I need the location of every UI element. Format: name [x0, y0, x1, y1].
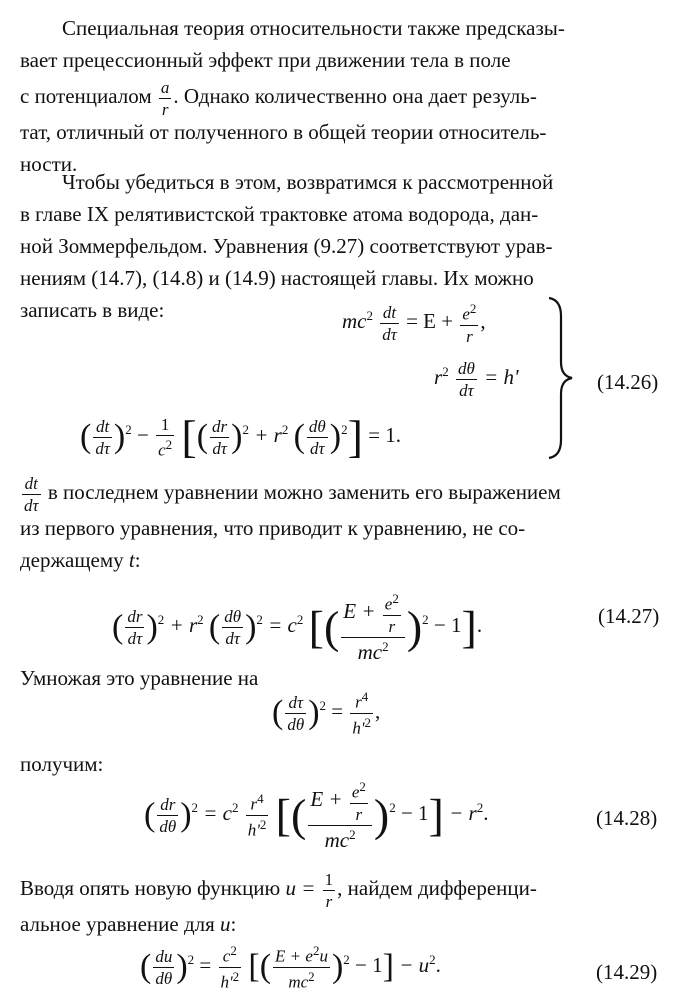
equation-number: (14.28): [596, 806, 658, 830]
text-line: получим:: [20, 752, 104, 776]
text-line: в последнем уравнении можно заменить его выражением: [47, 480, 561, 504]
inline-fraction-a-over-r: $\frac{a}{r}$: [160, 77, 170, 119]
paragraph-3: $\frac{dt}{d\tau}$ в последнем уравнении можно заменить его выражением из первого уравнения, что приводит к уравнению, не со- держащему t:: [20, 473, 561, 572]
equation-number: (14.26): [597, 370, 659, 394]
text-line: в главе IX релятивистской трактовке атома водорода, дан-: [20, 202, 539, 226]
text-line: записать в виде:: [20, 298, 165, 322]
text-line: Чтобы убедиться в этом, возвратимся к рассмотренной: [62, 170, 554, 194]
text-line: тат, отличный от полученного в общей теории относитель-: [20, 120, 547, 144]
text-line: вает прецессионный эффект при движении тела в поле: [20, 48, 511, 72]
equation-number: (14.29): [596, 960, 658, 984]
equation-14-26-line-1: $mc^2$ $\frac{dt}{d\tau}$ = E + $\frac{e^2}{r}$ ,: [342, 300, 486, 346]
equation-multiplier: ( $\frac{d\tau}{d\theta}$ )$^2$ = $\frac{r^4}{h'^2}$ ,: [272, 689, 381, 738]
equation-14-26-line-2: $r^2$ $\frac{d\theta}{d\tau}$ = h': [434, 358, 519, 400]
inline-fraction-dt-dtau: $\frac{dt}{d\tau}$: [24, 473, 39, 515]
equation-14-28: ( $\frac{dr}{d\theta}$ )$^2 = c^2$ $\frac{r^4}{h'^2}$ [( E + $\frac{e^2}{r}$ $mc^2$ )$^2 - 1] - r^2$.: [144, 779, 489, 852]
text-line: Специальная теория относительности также предсказы-: [62, 16, 565, 40]
text-line: нениям (14.7), (14.8) и (14.9) настоящей главы. Их можно: [20, 266, 534, 290]
text-line: держащему: [20, 548, 124, 572]
text-line: ности.: [20, 152, 78, 176]
paragraph-1: [20, 12, 672, 180]
text-line: с потенциалом: [20, 84, 152, 108]
text-line: Умножая это уравнение на: [20, 666, 259, 690]
text-line: , найдем дифференци-: [337, 876, 537, 900]
text-line: альное уравнение для: [20, 912, 215, 936]
paragraph-6: Вводя опять новую функцию u = $\frac{1}{r}$ , найдем дифференци- альное уравнение для u:: [20, 869, 537, 936]
equation-14-29: ( $\frac{du}{d\theta}$ )$^2$ = $\frac{c^2}{h'^2}$ [( $\frac{E + e^2u}{mc^2}$ )$^2 - 1] - u^2$.: [140, 943, 441, 992]
text-line: Вводя опять новую функцию: [20, 876, 281, 900]
paragraph-5: [20, 748, 672, 780]
text-line: из первого уравнения, что приводит к уравнению, не со-: [20, 516, 526, 540]
right-brace: [545, 296, 575, 460]
equation-14-27: ( $\frac{dr}{d\tau}$ )$^2 + r^2$ ( $\frac{d\theta}{d\tau}$ )$^2 = c^2$ [( E + $\frac{e^2}{r}$ $mc^2$ )$^2$ − 1].: [112, 591, 483, 664]
equation-number: (14.27): [598, 604, 660, 628]
text-line: . Однако количественно она дает резуль-: [173, 84, 537, 108]
text-line: ной Зоммерфельдом. Уравнения (9.27) соответствуют урав-: [20, 234, 553, 258]
inline-fraction-1-over-r: $\frac{1}{r}$: [324, 869, 334, 911]
equation-14-26-line-3: ( $\frac{dt}{d\tau}$ )$^2$ − $\frac{1}{c^2}$ [( $\frac{dr}{d\tau}$ )$^2 + r^2$ ( $\frac{d\theta}{d\tau}$ )$^2$] = 1.: [80, 411, 402, 463]
